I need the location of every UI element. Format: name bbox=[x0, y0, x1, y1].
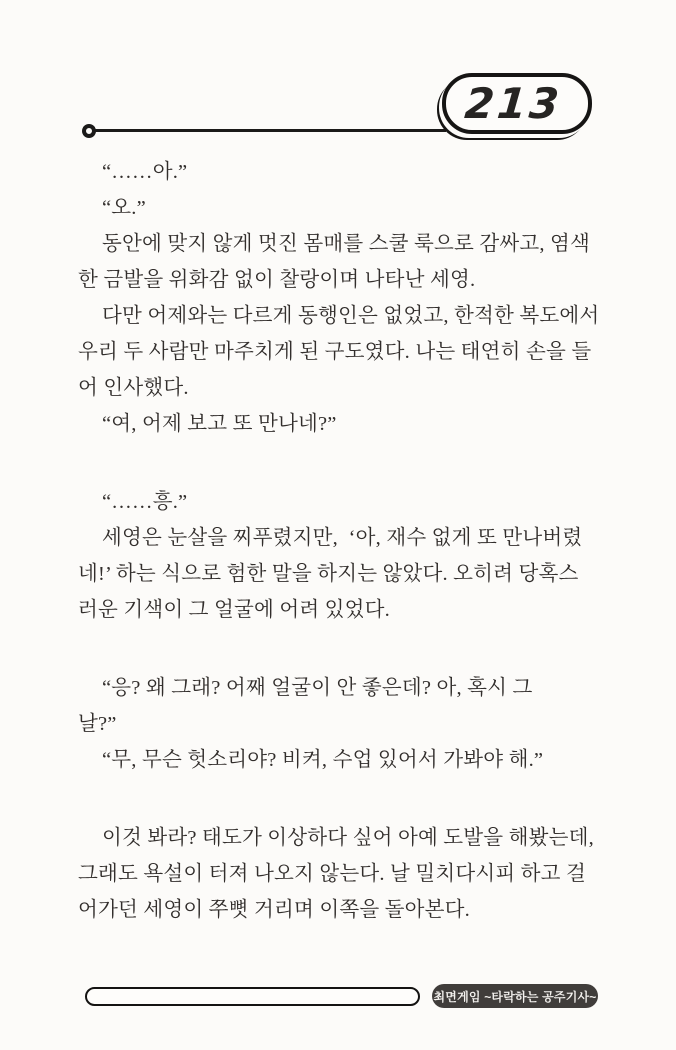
blank-line bbox=[78, 442, 602, 484]
text-line: 날?” bbox=[78, 713, 117, 735]
text-line: 어가던 세영이 쭈뼛 거리며 이쪽을 돌아본다. bbox=[78, 899, 471, 921]
header-rule bbox=[94, 129, 446, 132]
blank-line bbox=[78, 628, 602, 670]
text-line: 그래도 욕설이 터져 나오지 않는다. 날 밀치다시피 하고 걸 bbox=[78, 863, 586, 885]
body-text bbox=[78, 154, 602, 928]
text-line: 다만 어제와는 다르게 동행인은 없었고, 한적한 복도에서 bbox=[102, 305, 600, 327]
text-line: 어 인사했다. bbox=[78, 377, 189, 399]
blank-line bbox=[78, 778, 602, 820]
page-number-badge bbox=[442, 73, 592, 134]
text-line: “……아.” bbox=[102, 161, 188, 183]
text-line: 네!’ 하는 식으로 험한 말을 하지는 않았다. 오히려 당혹스 bbox=[78, 563, 579, 585]
text-line: “응? 왜 그래? 어째 얼굴이 안 좋은데? 아, 혹시 그 bbox=[102, 677, 533, 699]
text-line: 이것 봐라? 태도가 이상하다 싶어 아예 도발을 해봤는데, bbox=[102, 827, 594, 849]
text-line: 한 금발을 위화감 없이 찰랑이며 나타난 세영. bbox=[78, 269, 476, 291]
text-line: “……흥.” bbox=[102, 491, 188, 513]
page-number: 213 bbox=[462, 79, 564, 128]
footer-pill bbox=[85, 987, 420, 1006]
text-line: 세영은 눈살을 찌푸렸지만, ‘아, 재수 없게 또 만나버렸 bbox=[102, 527, 583, 549]
series-title: 최면게임 ~타락하는 공주기사~ bbox=[433, 989, 597, 1004]
text-line: 동안에 맞지 않게 멋진 몸매를 스쿨 룩으로 감싸고, 염색 bbox=[102, 233, 590, 255]
text-line: “무, 무슨 헛소리야? 비켜, 수업 있어서 가봐야 해.” bbox=[102, 749, 544, 771]
text-line: 우리 두 사람만 마주치게 된 구도였다. 나는 태연히 손을 들 bbox=[78, 341, 592, 363]
text-line: 러운 기색이 그 얼굴에 어려 있었다. bbox=[78, 599, 390, 621]
text-line: “여, 어제 보고 또 만나네?” bbox=[102, 413, 337, 435]
series-title-badge bbox=[432, 984, 598, 1008]
text-line: “오.” bbox=[102, 197, 146, 219]
